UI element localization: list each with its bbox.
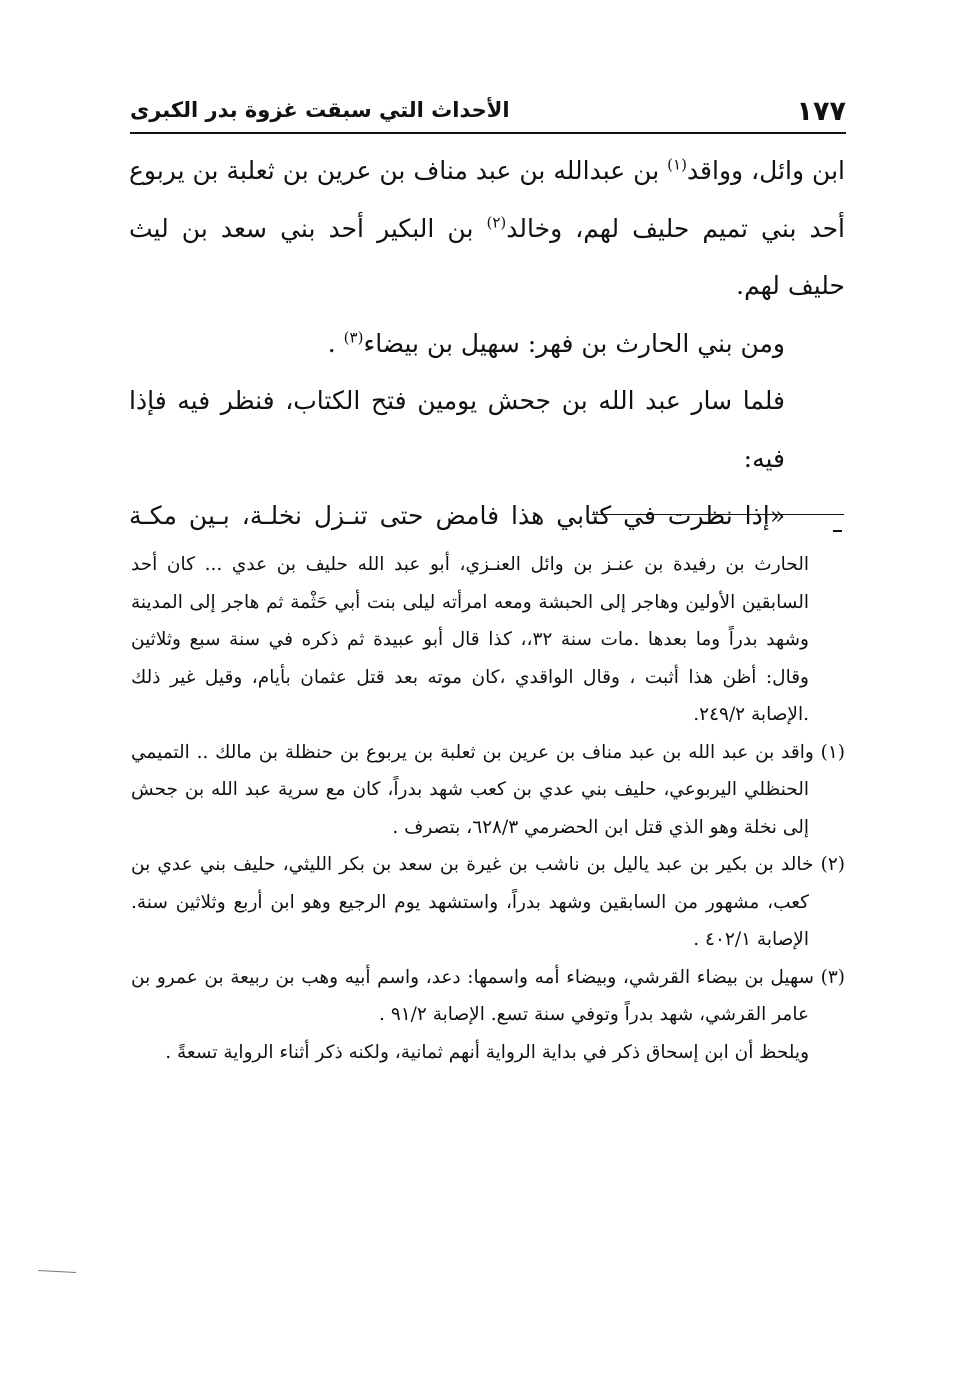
paragraph-2: [129, 315, 845, 373]
footnote-1-marker: (١): [820, 741, 845, 763]
paragraph-4: «إذا نظرت في كتابي هذا فامض حتى تنـزل نخلـة، بـين مكـة: [129, 501, 785, 530]
footnote-3: [131, 959, 845, 1034]
footnote-2: [131, 846, 845, 959]
paragraph-3: فلما سار عبد الله بن جحش يومين فتح الكتاب، فنظر فيه فإذا فيه:: [129, 386, 785, 473]
footnote-2-marker: (٢): [820, 854, 845, 875]
footnote-1-text: واقد بن عبد الله بن عبد مناف بن عرين بن ثعلبة بن يربوع بن حنظلة بن مالك .. التميمي الحنظلي اليربوعي، حليف بني عدي بن كعب شهد بدراً، كان مع سرية عبد الله بن جحش إلى نخلة وهو الذي قتل ابن الحضرمي ٦٢٨/٣، بتصرف .: [131, 741, 814, 838]
main-text: [129, 142, 845, 545]
footnote-separator: [592, 514, 844, 515]
scan-mark: [38, 1270, 76, 1273]
footnote-ref-1: (١): [667, 155, 687, 174]
paragraph-1-part-3: بن البكير أحد بني سعد بن ليث حليف لهم.: [129, 213, 845, 300]
paragraph-1: [129, 142, 845, 315]
paragraph-2-part-2: .: [327, 328, 344, 358]
footnote-3-text: سهيل بن بيضاء القرشي، وبيضاء أمه واسمها: دعد، واسم أبيه وهب بن ربيعة بن عمرو بن عامر القرشي، شهد بدراً وتوفي سنة تسع. الإصابة ٩١/٢ .: [131, 966, 814, 1025]
footnote-2-text: خالد بن بكير بن عبد ياليل بن ناشب بن غيرة بن سعد بن بكر الليثي، حليف بني عدي بن كعب، مشهور من السابقين وشهد بدراً، واستشهد يوم الرجيع وهو ابن أربع وثلاثين سنة. الإصابة ٤٠٢/١ .: [131, 854, 814, 950]
footnote-1: [131, 734, 845, 847]
paragraph-1-part-2: بن عبدالله بن عبد مناف بن عرين بن ثعلبة بن يربوع أحد بني تميم حليف لهم، وخالد: [129, 156, 845, 243]
paragraph-1-part-1: ابن وائل، وواقد: [686, 156, 845, 185]
footnotes: [131, 546, 845, 1071]
footnote-ref-2: (٢): [486, 213, 507, 232]
footnote-continuation-mark: [833, 530, 842, 532]
page-number: ١٧٧: [796, 96, 846, 127]
footnote-ref-3: (٣): [343, 328, 364, 347]
footnote-continued: الحارث بن رفيدة بن عنـز بن وائل العنـزي، أبو عبد الله حليف بن عدي ... كان أحد السابقين الأولين وهاجر إلى الحبشة ومعه امرأته ليلى بنت أبي حَثْمة ثم هاجر إلى المدينة وشهد بدراً وما بعدها .مات سنة ٣٢،، كذا قال أبو عبيدة ثم ذكره في سنة سبع وثلاثين وقال: أظن هذا أثبت ، وقال الواقدي ،كان موته بعد قتل عثمان بأيام، وقيل غير ذلك .الإصابة ٢٤٩/٢.: [131, 554, 809, 725]
running-header: [130, 92, 846, 134]
footnote-closing-remark: ويلحظ أن ابن إسحاق ذكر في بداية الرواية أنهم ثمانية، ولكنه ذكر أثناء الرواية تسعةً .: [165, 1041, 809, 1063]
running-title: الأحداث التي سبقت غزوة بدر الكبرى: [130, 98, 510, 122]
footnote-3-marker: (٣): [820, 966, 845, 988]
paragraph-2-part-1: ومن بني الحارث بن فهر: سهيل بن بيضاء: [363, 328, 785, 358]
